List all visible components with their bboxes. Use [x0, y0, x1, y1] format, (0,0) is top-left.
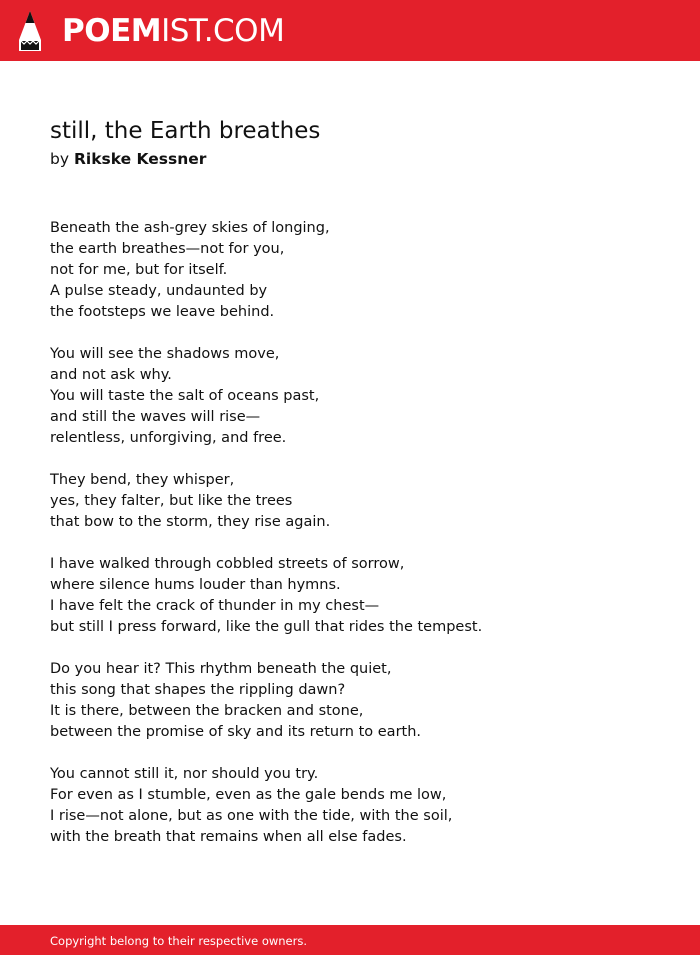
- poem-line: I have felt the crack of thunder in my chest—: [50, 598, 380, 614]
- poem-line: relentless, unforgiving, and free.: [50, 430, 287, 446]
- site-logo[interactable]: [62, 13, 284, 49]
- poem-body: [50, 218, 670, 869]
- poem-line: where silence hums louder than hymns.: [50, 577, 341, 593]
- site-header: [0, 0, 700, 61]
- poem-line: You cannot still it, nor should you try.: [50, 766, 319, 782]
- poem-line: and not ask why.: [50, 367, 172, 383]
- stanza: [50, 344, 670, 449]
- poem-line: It is there, between the bracken and stone,: [50, 703, 364, 719]
- poem-line: Beneath the ash-grey skies of longing,: [50, 220, 330, 236]
- poem-line: Do you hear it? This rhythm beneath the quiet,: [50, 661, 392, 677]
- poem-line: You will see the shadows move,: [50, 346, 280, 362]
- poem-line: They bend, they whisper,: [50, 472, 235, 488]
- poem-line: between the promise of sky and its return to earth.: [50, 724, 422, 740]
- stanza: [50, 659, 670, 743]
- byline: [50, 148, 206, 170]
- poem-line: the earth breathes—not for you,: [50, 241, 285, 257]
- poem-line: but still I press forward, like the gull that rides the tempest.: [50, 619, 483, 635]
- stanza: [50, 554, 670, 638]
- poem-line: that bow to the storm, they rise again.: [50, 514, 331, 530]
- pencil-tip-icon: [17, 10, 43, 52]
- poem-line: I have walked through cobbled streets of sorrow,: [50, 556, 405, 572]
- poem-line: I rise—not alone, but as one with the tide, with the soil,: [50, 808, 453, 824]
- copyright-text: Copyright belong to their respective owners.: [50, 934, 308, 948]
- poem-line: this song that shapes the rippling dawn?: [50, 682, 346, 698]
- stanza: [50, 218, 670, 323]
- site-footer: [0, 925, 700, 955]
- poem-line: You will taste the salt of oceans past,: [50, 388, 320, 404]
- poem-line: For even as I stumble, even as the gale bends me low,: [50, 787, 447, 803]
- logo-light-text: IST.COM: [161, 13, 285, 49]
- stanza: [50, 470, 670, 533]
- poem-line: not for me, but for itself.: [50, 262, 228, 278]
- logo-bold-text: POEM: [62, 13, 162, 49]
- poem-line: A pulse steady, undaunted by: [50, 283, 268, 299]
- stanza: [50, 764, 670, 848]
- poem-line: and still the waves will rise—: [50, 409, 261, 425]
- poem-line: with the breath that remains when all else fades.: [50, 829, 407, 845]
- poem-title: still, the Earth breathes: [50, 118, 321, 144]
- poem-line: yes, they falter, but like the trees: [50, 493, 293, 509]
- author-name: Rikske Kessner: [73, 150, 207, 168]
- poem-line: the footsteps we leave behind.: [50, 304, 275, 320]
- byline-prefix: by: [50, 150, 70, 168]
